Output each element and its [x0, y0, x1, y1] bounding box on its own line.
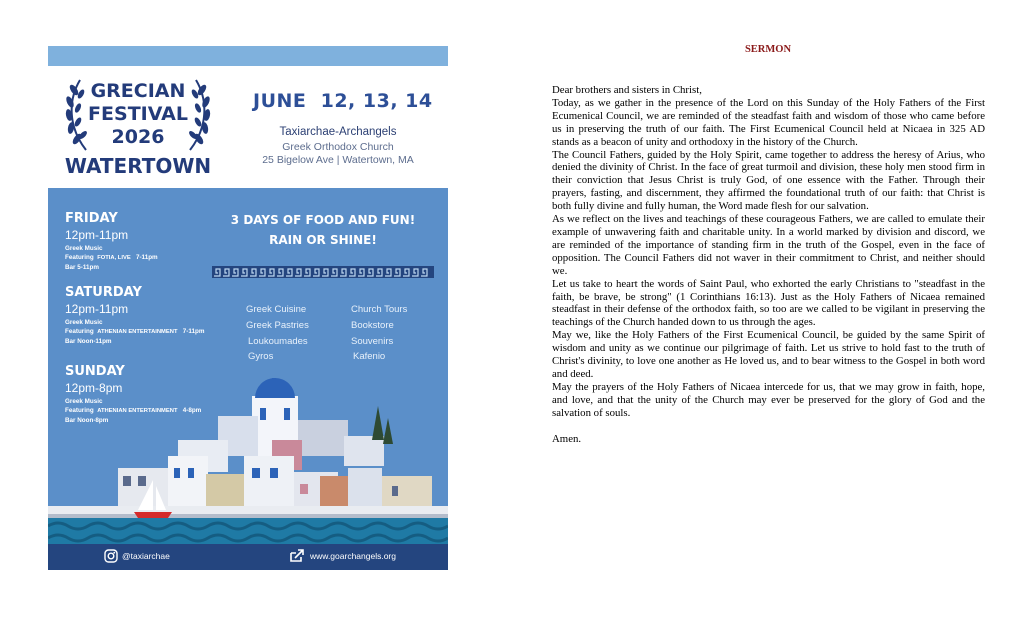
day-performer: ATHENIAN ENTERTAINMENT [97, 408, 178, 414]
sermon-paragraph: Let us take to heart the words of Saint Paul, who exhorted the early Christians to "steadfast in the faith, be brave, be strong" (1 Corinthians 16:13). Just as the Holy Fathers of Nicaea remained steadfast in their defense of the orthodox faith, so too are we called to be vigilant in preserving the teachings of the Church handed down to us through the ages. [552, 277, 985, 329]
attraction-item: Loukoumades [248, 336, 308, 347]
sermon-paragraph: As we reflect on the lives and teachings of these courageous Fathers, we are called to emulate their example of unwavering faith and charitable unity. In a world marked by division and discord, we are reminded of the importance of standing firm in the truth of the Gospel, even in the face of opposition. The Council Fathers did not waver in their commitment to Christ, and neither should we. [552, 213, 985, 277]
festival-logo [58, 72, 218, 184]
day-featuring: Featuring [65, 407, 94, 414]
attraction-item: Souvenirs [351, 336, 394, 347]
attraction-item: Bookstore [351, 320, 394, 331]
village-illustration [48, 376, 448, 546]
day-performer-time: 7-11pm [135, 254, 158, 261]
day-hours: 12pm-8pm [65, 381, 123, 395]
logo-line-city: WATERTOWN [64, 154, 212, 178]
church-name: Taxiarchae-Archangels [279, 126, 397, 138]
attraction-item: Kafenio [353, 351, 386, 362]
day-performer-time: 4-8pm [182, 407, 202, 414]
day-performer-time: 7-11pm [182, 328, 205, 335]
website-link[interactable]: www.goarchangels.org [310, 551, 396, 561]
day-featuring: Featuring [65, 254, 94, 261]
sermon-paragraph: Today, as we gather in the presence of the Lord on this Sunday of the Holy Fathers of the First Ecumenical Council, we are reminded of the steadfast faith and wisdom of those who came before us in preserving the truth of our faith. The First Ecumenical Council held at Nicaea in 325 AD stands as a beacon of unity and orthodoxy in the history of the Church. [552, 96, 985, 148]
poster-footer [48, 544, 448, 570]
day-name: FRIDAY [65, 211, 118, 226]
sermon-paragraph: Dear brothers and sisters in Christ, [552, 84, 702, 96]
instagram-handle[interactable]: @taxiarchae [122, 551, 170, 561]
attraction-item: Greek Pastries [246, 320, 309, 331]
sermon-paragraph: The Council Fathers, guided by the Holy Spirit, came together to address the heresy of Arius, who denied the divinity of Christ. In the face of great turmoil and division, these holy men stood firm in their conviction that Jesus Christ is truly God, of one essence with the Father. Through their prayers, fasting, and discernment, they affirmed the foundational truth of our faith: that Christ is both fully divine and fully human, the Word made flesh for our salvation. [552, 148, 985, 213]
attraction-item: Greek Cuisine [246, 304, 307, 315]
schedule-friday [65, 211, 158, 272]
greek-key-border [212, 266, 434, 278]
attraction-item: Gyros [248, 351, 274, 362]
day-music: Greek Music [65, 398, 103, 405]
sermon-closing: Amen. [552, 432, 582, 445]
day-bar: Bar Noon-11pm [65, 338, 112, 345]
tagline-line2: RAIN OR SHINE! [269, 233, 377, 247]
poster-top-band [48, 46, 448, 66]
day-name: SATURDAY [65, 285, 142, 300]
day-performer: ATHENIAN ENTERTAINMENT [97, 329, 178, 335]
day-featuring: Featuring [65, 328, 94, 335]
tagline-line1: 3 DAYS OF FOOD AND FUN! [230, 213, 416, 227]
festival-poster [48, 46, 448, 570]
festival-dates: JUNE 12, 13, 14 [253, 90, 433, 112]
day-bar: Bar 5-11pm [65, 264, 99, 271]
sermon-body [552, 84, 985, 445]
sermon-paragraph: May we, like the Holy Fathers of the First Ecumenical Council, be guided by the same Spirit of wisdom and unity as we continue our pilgrimage of faith. Let us strive to hold fast to the truth of Christ's divinity, to love one another as He loved us, and to bear witness to the Gospel in both word and deed. [552, 329, 985, 380]
attraction-item: Church Tours [351, 304, 408, 315]
instagram-icon [104, 549, 118, 563]
day-hours: 12pm-11pm [65, 228, 129, 242]
day-hours: 12pm-11pm [65, 302, 129, 316]
sermon-title: SERMON [744, 44, 792, 55]
external-link-icon [289, 549, 305, 563]
day-name: SUNDAY [65, 364, 125, 379]
logo-line-year: 2026 [111, 126, 165, 148]
schedule-saturday [65, 285, 204, 346]
day-music: Greek Music [65, 319, 103, 326]
day-performer: FOTIA, LIVE [97, 255, 131, 261]
church-type: Greek Orthodox Church [282, 141, 394, 153]
logo-line-grecian: GRECIAN [90, 80, 186, 102]
day-bar: Bar Noon-8pm [65, 417, 109, 424]
logo-line-festival: FESTIVAL [88, 103, 188, 125]
sermon-paragraph: May the prayers of the Holy Fathers of Nicaea intercede for us, that we may grow in faith, hope, and love, and that the unity of the Church may ever be preserved for the glory of God and the salvation of souls. [552, 380, 985, 419]
church-address: 25 Bigelow Ave | Watertown, MA [262, 154, 414, 166]
day-music: Greek Music [65, 245, 103, 252]
